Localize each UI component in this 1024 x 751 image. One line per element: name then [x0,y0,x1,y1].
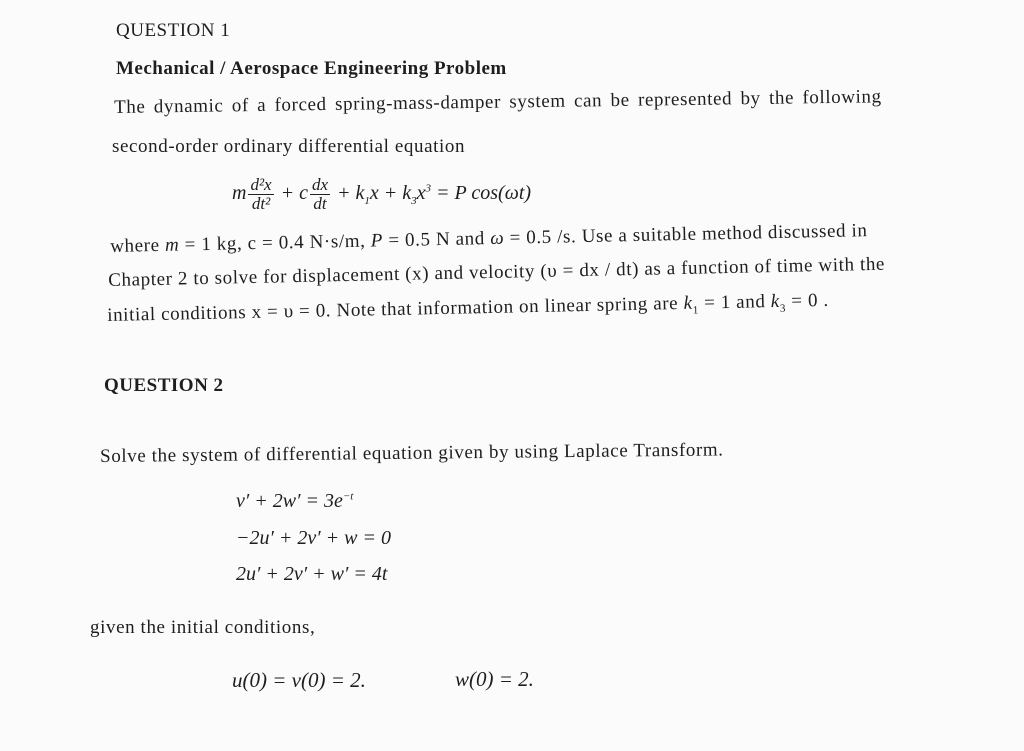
initial-conditions-label: initial conditions [107,302,247,326]
q1-intro-line-2: second-order ordinary differential equation [112,136,466,157]
where-label: where [110,234,160,257]
q2-intro: Solve the system of differential equation given by using Laplace Transform. [100,439,724,467]
system-equation-1-text: v′ + 2w′ = 3e [236,490,343,512]
q1-paragraph-line-2: Chapter 2 to solve for displacement (x) and velocity (υ = dx / dt) as a function of time with the [108,253,886,291]
k3-value: = 0 . [791,289,829,312]
question-1-subheading: Mechanical / Aerospace Engineering Problem [116,58,507,79]
q1-paragraph-line-3: initial conditions x = υ = 0. Note that information on linear spring are $k_1 = 1$ and $k_3 = 0$ . [107,289,829,326]
initial-condition-uv: u(0) = v(0) = 2. [232,668,366,692]
initial-conditions-text: x = υ = 0. Note that information on linear spring are [251,293,679,323]
system-equation-1-exponent: −t [342,490,354,503]
system-equation-3: 2u′ + 2v′ + w′ = 4t [236,563,388,585]
question-1-heading: QUESTION 1 [116,20,231,41]
m-definition: = 1 kg, c = 0.4 N·s/m, [184,230,366,256]
system-equation-1 [236,490,353,513]
system-equation-2: −2u′ + 2v′ + w = 0 [236,527,391,549]
omega-definition: = 0.5 /s. Use a suitable method discussed in [509,220,868,249]
k1-value: = 1 and [703,291,766,314]
q1-intro-line-1: The dynamic of a forced spring-mass-damper system can be represented by the following [114,86,882,118]
initial-condition-w: w(0) = 2. [455,667,534,691]
given-initial-conditions: given the initial conditions, [90,617,316,638]
question-2-heading: QUESTION 2 [104,375,224,396]
p-definition: = 0.5 N and [388,228,486,252]
q1-paragraph-line-1: where m = 1 kg, c = 0.4 N·s/m, P = 0.5 N and ω = 0.5 /s. Use a suitable method discussed in [110,220,868,257]
ode-equation: m $\frac{\text{d²x}}{\text{dt²}}$ + c $\frac{dx}{dt}$ + $k_1x + k_3x^3 = P$ cos(ωt) [232,175,532,213]
